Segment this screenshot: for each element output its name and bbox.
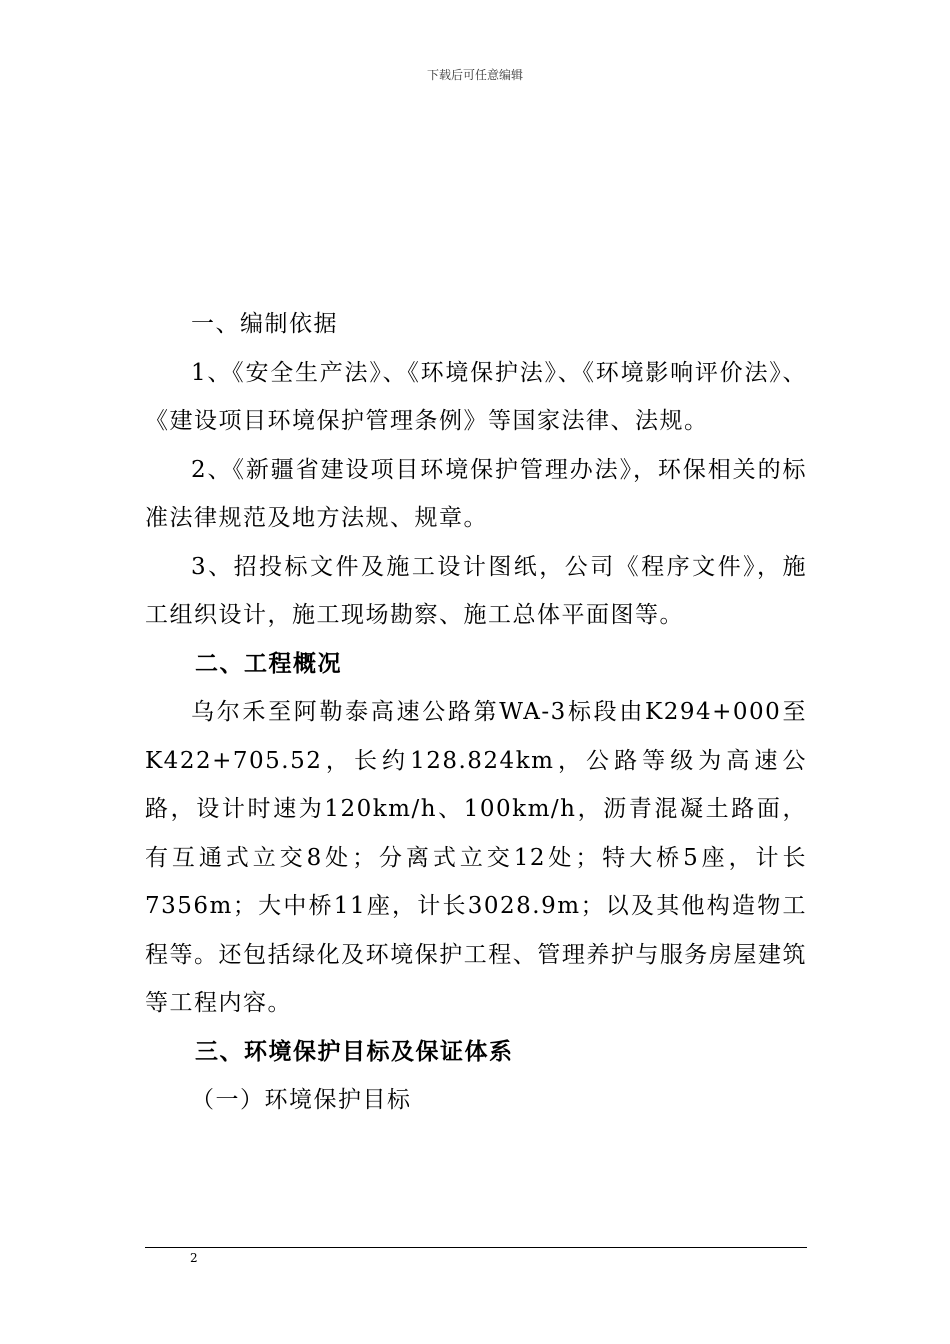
section-1-title: 一、编制依据 xyxy=(191,311,338,337)
section-2-title: 二、工程概况 xyxy=(195,649,342,677)
page-number: 2 xyxy=(190,1251,198,1265)
section-1-paragraph-1: 1、《安全生产法》、《环境保护法》、《环境影响评价法》、《建设项目环境保护管理条例》等国家法律、法规。 xyxy=(145,359,807,434)
section-3-title: 三、环境保护目标及保证体系 xyxy=(195,1037,514,1065)
section-1-paragraph-2: 2、《新疆省建设项目环境保护管理办法》，环保相关的标准法律规范及地方法规、规章。 xyxy=(145,456,807,531)
section-3-subtitle-1: （一）环境保护目标 xyxy=(191,1087,412,1113)
footer-divider xyxy=(145,1247,807,1248)
section-1-paragraph-3: 3、招投标文件及施工设计图纸，公司《程序文件》，施工组织设计，施工现场勘察、施工总体平面图等。 xyxy=(145,553,807,628)
header-note: 下载后可任意编辑 xyxy=(426,68,523,82)
section-2-paragraph-1: 乌尔禾至阿勒泰高速公路第WA-3标段由K294+000至K422+705.52，长约128.824km，公路等级为高速公路，设计时速为120km/h、100km/h，沥青混凝土路面，有互通式立交8处；分离式立交12处；特大桥5座，计长7356m；大中桥11座，计长3028.9m；以及其他构造物工程等。还包括绿化及环境保护工程、管理养护与服务房屋建筑等工程内容。 xyxy=(145,699,807,1016)
document-body xyxy=(145,300,807,1125)
